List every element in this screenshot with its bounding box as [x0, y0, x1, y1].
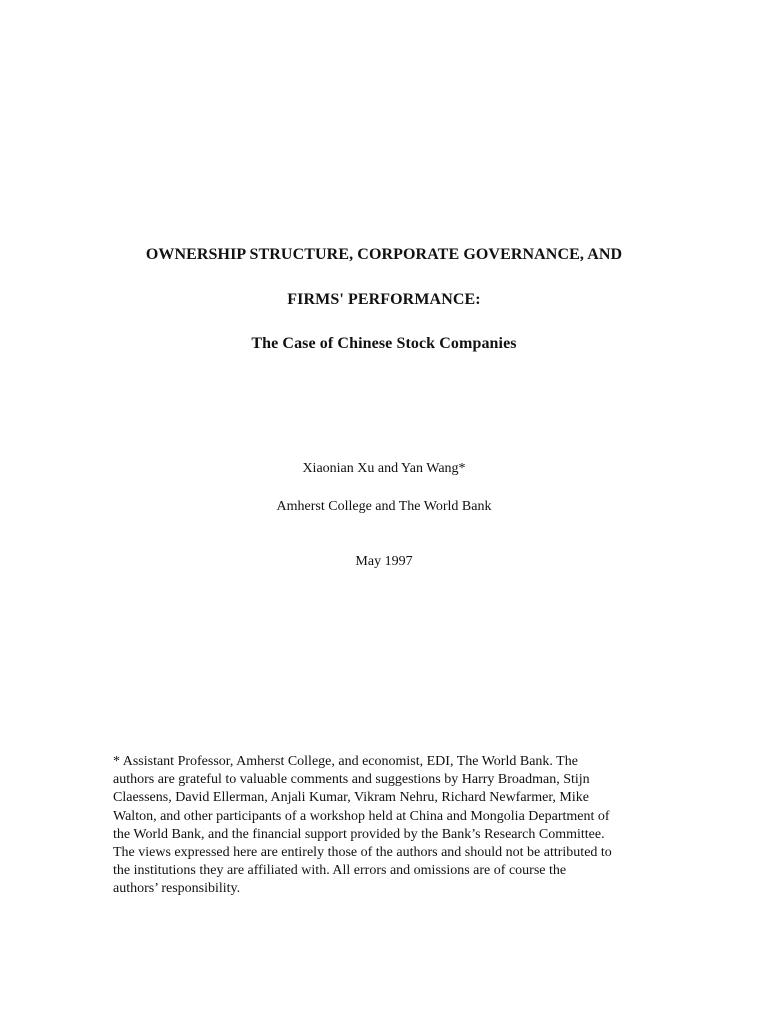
- subtitle: The Case of Chinese Stock Companies: [251, 335, 517, 352]
- publication-date: May 1997: [355, 554, 413, 569]
- acknowledgment-footnote: * Assistant Professor, Amherst College, and economist, EDI, The World Bank. The authors are grateful to valuable comments and suggestions by Harry Broadman, Stijn Claessens, David Ellerman, Anjali Kumar, Vikram Nehru, Richard Newfarmer, Mike Walton, and other participants of a workshop held at China and Mongolia Department of the World Bank, and the financial support provided by the Bank’s Research Committee. The views expressed here are entirely those of the authors and should not be attributed to the institutions they are affiliated with. All errors and omissions are of course the authors’ responsibility.: [113, 754, 612, 897]
- author-affiliation: Amherst College and The World Bank: [276, 499, 492, 514]
- title-line-1: OWNERSHIP STRUCTURE, CORPORATE GOVERNANCE, AND: [145, 246, 623, 263]
- title-line-2: FIRMS' PERFORMANCE:: [287, 291, 481, 308]
- author-names: Xiaonian Xu and Yan Wang*: [302, 461, 466, 476]
